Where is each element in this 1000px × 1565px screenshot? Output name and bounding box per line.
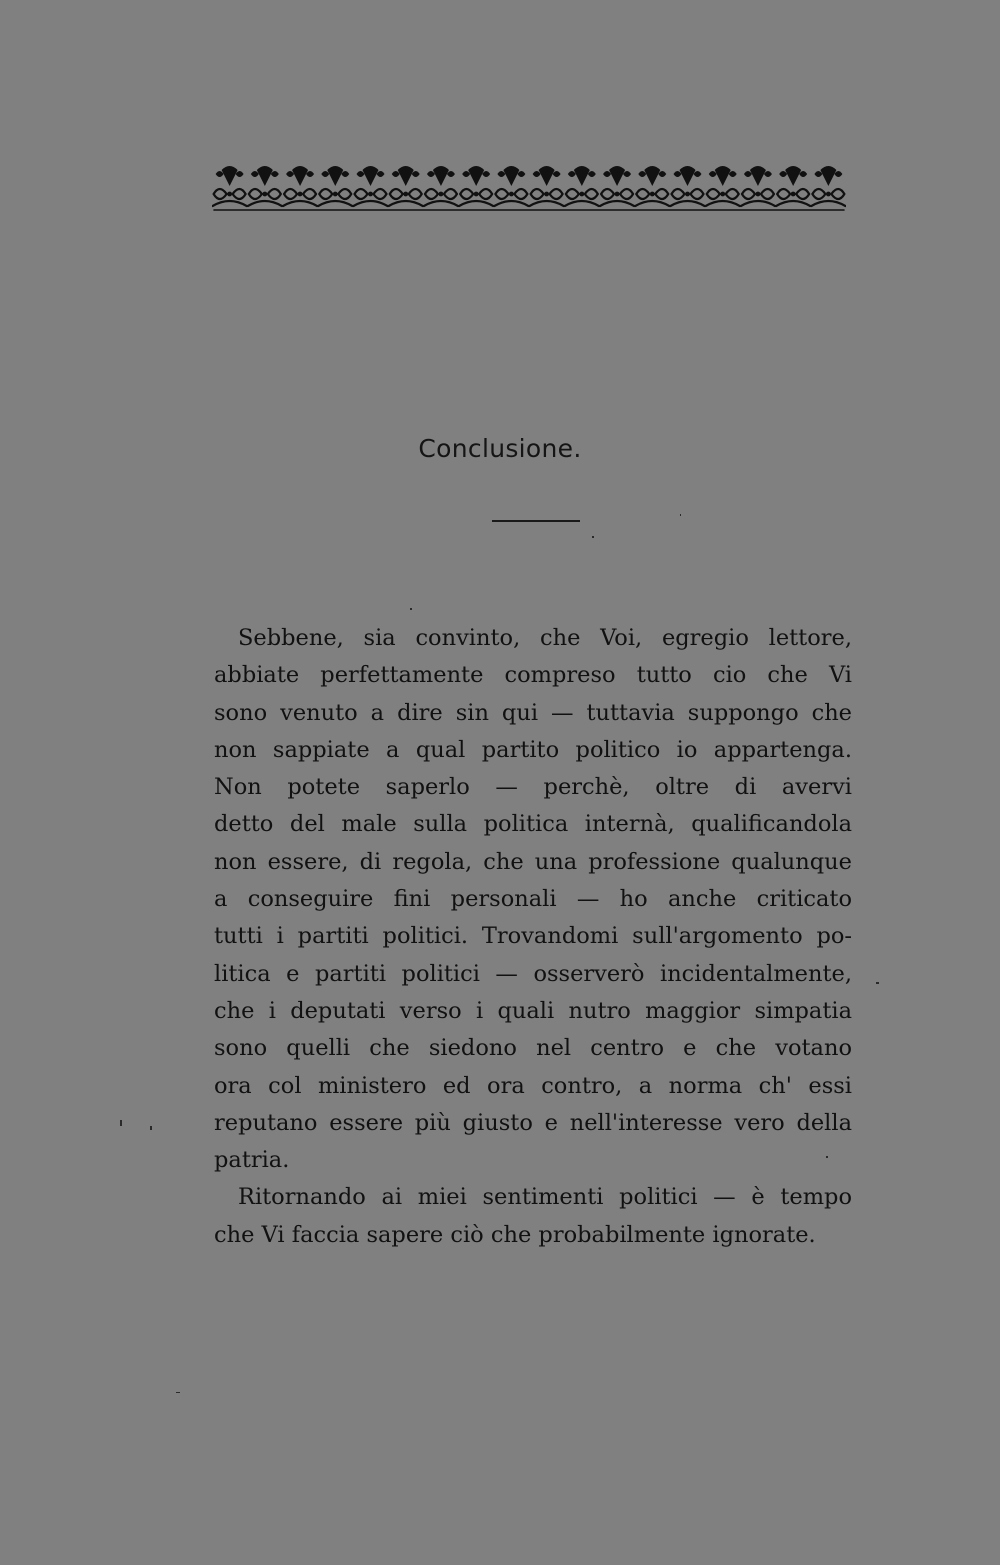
text-line: che i deputati verso i quali nutro maggior simpatia bbox=[214, 997, 852, 1024]
body-text bbox=[214, 620, 852, 1254]
print-speck bbox=[410, 608, 412, 610]
text-line: abbiate perfettamente compreso tutto cio che Vi bbox=[214, 662, 852, 689]
text-line: sono quelli che siedono nel centro e che votano bbox=[214, 1035, 852, 1062]
fleuron-icon bbox=[389, 166, 423, 206]
fleuron-icon bbox=[565, 166, 599, 206]
fleuron-icon bbox=[671, 166, 705, 206]
chapter-title: Conclusione. bbox=[418, 434, 582, 463]
fleuron-icon bbox=[424, 166, 458, 206]
print-speck bbox=[876, 982, 879, 984]
fleuron-icon bbox=[494, 166, 528, 206]
title-divider bbox=[492, 520, 580, 522]
paragraph-2 bbox=[214, 1179, 852, 1254]
fleuron-icon bbox=[354, 166, 388, 206]
print-speck bbox=[592, 536, 594, 538]
print-speck bbox=[826, 1156, 828, 1158]
print-speck bbox=[150, 1126, 152, 1130]
text-line: tutti i partiti politici. Trovandomi sull'argomento po- bbox=[214, 923, 852, 950]
text-line: Ritornando ai miei sentimenti politici — è tempo bbox=[238, 1184, 852, 1211]
fleuron-icon bbox=[248, 166, 282, 206]
print-speck bbox=[176, 1392, 180, 1393]
fleuron-icon bbox=[459, 166, 493, 206]
text-line: non essere, di regola, che una professione qualunque bbox=[214, 848, 852, 875]
text-line: Sebbene, sia convinto, che Voi, egregio lettore, bbox=[238, 625, 852, 651]
text-line: che Vi faccia sapere ciò che probabilmente ignorate. bbox=[214, 1221, 816, 1248]
fleuron-icon bbox=[530, 166, 564, 206]
text-line: a conseguire fini personali — ho anche criticato bbox=[214, 886, 852, 913]
text-line: reputano essere più giusto e nell'interesse vero della bbox=[214, 1109, 852, 1136]
fleuron-icon bbox=[706, 166, 740, 206]
text-line: patria. bbox=[214, 1147, 290, 1174]
paragraph-1 bbox=[214, 620, 852, 1179]
print-speck bbox=[680, 514, 681, 516]
print-speck bbox=[120, 1120, 122, 1126]
fleuron-icon bbox=[811, 166, 845, 206]
fleuron-icon bbox=[741, 166, 775, 206]
text-line: non sappiate a qual partito politico io appartenga. bbox=[214, 736, 852, 763]
text-line: ora col ministero ed ora contro, a norma ch' essi bbox=[214, 1072, 852, 1099]
text-line: litica e partiti politici — osserverò incidentalmente, bbox=[214, 960, 852, 987]
fleuron-icon bbox=[318, 166, 352, 206]
text-line: Non potete saperlo — perchè, oltre di avervi bbox=[214, 774, 852, 801]
text-line: sono venuto a dire sin qui — tuttavia suppongo che bbox=[214, 699, 852, 726]
fleuron-icon bbox=[283, 166, 317, 206]
fleuron-icon bbox=[213, 166, 247, 206]
text-line: detto del male sulla politica internà, qualificandola bbox=[214, 811, 852, 838]
fleuron-icon bbox=[776, 166, 810, 206]
decorative-border-icon bbox=[212, 164, 846, 214]
fleuron-icon bbox=[635, 166, 669, 206]
fleuron-icon bbox=[600, 166, 634, 206]
